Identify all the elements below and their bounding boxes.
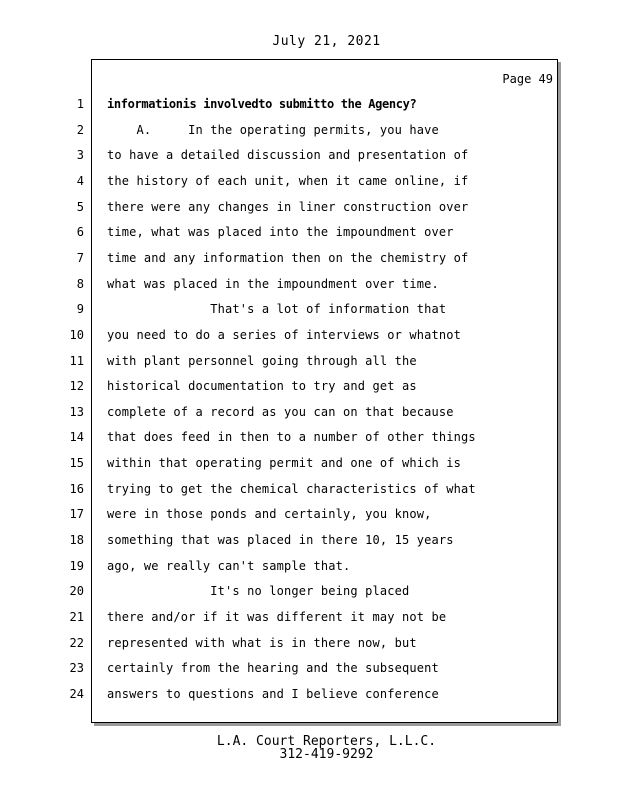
line-text: that does feed in then to a number of other things [107, 430, 476, 444]
line-number: 12 [69, 379, 84, 393]
line-number: 13 [69, 405, 84, 419]
line-text: time, what was placed into the impoundment over [107, 225, 454, 239]
line-text: there and/or if it was different it may not be [107, 610, 447, 624]
line-number: 18 [69, 533, 84, 547]
line-text: were in those ponds and certainly, you know, [107, 507, 432, 521]
line-number: 7 [76, 251, 84, 265]
line-number: 20 [69, 584, 84, 598]
line-text: there were any changes in liner construction over [107, 200, 469, 214]
line-number: 19 [69, 559, 84, 573]
line-text: informationis involvedto submitto the Agency? [107, 97, 417, 111]
line-number: 22 [69, 636, 84, 650]
transcript-date: July 21, 2021 [272, 34, 381, 49]
line-number: 9 [76, 302, 84, 316]
line-number: 24 [69, 687, 84, 701]
line-number: 3 [76, 148, 84, 162]
line-text: historical documentation to try and get as [107, 379, 417, 393]
line-number: 8 [76, 277, 84, 291]
line-text: time and any information then on the chemistry of [107, 251, 469, 265]
line-number: 2 [76, 123, 84, 137]
line-number: 4 [76, 174, 84, 188]
line-number: 23 [69, 661, 84, 675]
line-text: within that operating permit and one of which is [107, 456, 461, 470]
line-text: A. In the operating permits, you have [107, 123, 439, 137]
line-text: That's a lot of information that [107, 302, 447, 316]
line-text: the history of each unit, when it came online, if [107, 174, 469, 188]
line-text: represented with what is in there now, but [107, 636, 417, 650]
line-text: trying to get the chemical characteristics of what [107, 482, 476, 496]
line-number: 5 [76, 200, 84, 214]
footer-company: L.A. Court Reporters, L.L.C. [216, 734, 437, 749]
line-text: It's no longer being placed [107, 584, 410, 598]
line-number: 16 [69, 482, 84, 496]
line-number: 11 [69, 354, 84, 368]
line-text: ago, we really can't sample that. [107, 559, 351, 573]
line-number: 10 [69, 328, 84, 342]
line-text: to have a detailed discussion and presentation of [107, 148, 469, 162]
page-number: Page 49 [502, 72, 553, 86]
line-text: what was placed in the impoundment over time. [107, 277, 439, 291]
line-number: 17 [69, 507, 84, 521]
line-number: 15 [69, 456, 84, 470]
line-text: with plant personnel going through all the [107, 354, 417, 368]
line-number: 1 [76, 97, 84, 111]
line-number: 21 [69, 610, 84, 624]
line-text: something that was placed in there 10, 15 years [107, 533, 454, 547]
line-text: complete of a record as you can on that because [107, 405, 454, 419]
line-number: 6 [76, 225, 84, 239]
footer-phone: 312-419-9292 [279, 747, 374, 762]
line-text: answers to questions and I believe conference [107, 687, 439, 701]
line-text: certainly from the hearing and the subsequent [107, 661, 439, 675]
line-text: you need to do a series of interviews or whatnot [107, 328, 461, 342]
line-number: 14 [69, 430, 84, 444]
